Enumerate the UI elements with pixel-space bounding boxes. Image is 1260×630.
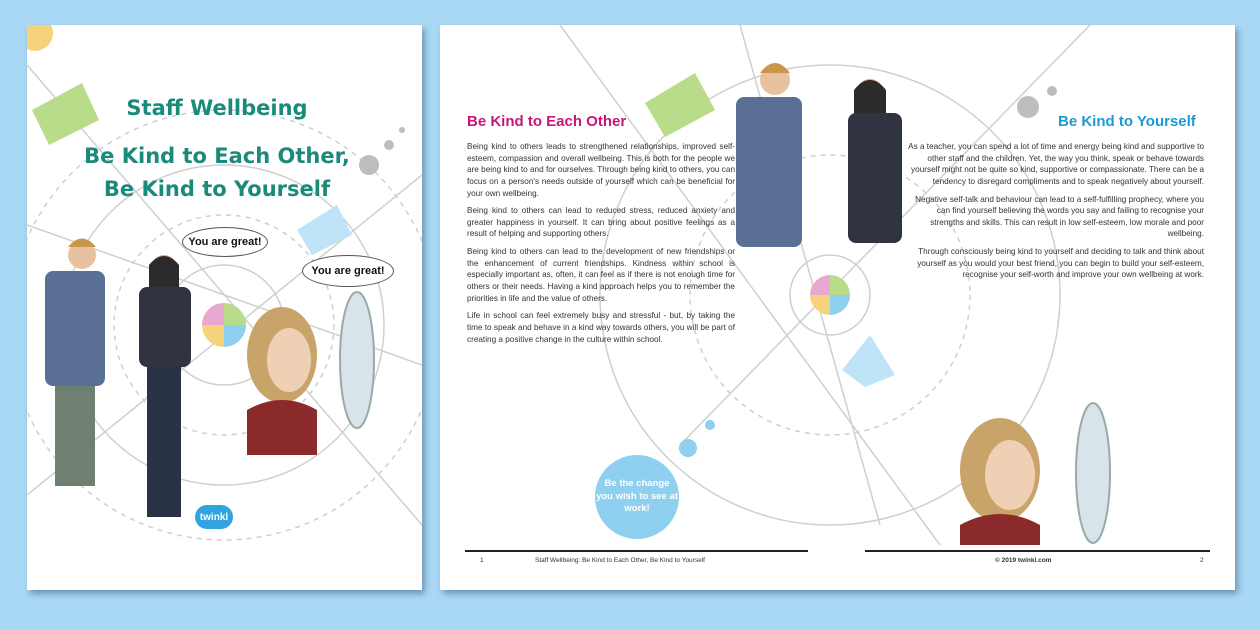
left-paragraph-3: Being kind to others can lead to the development of new friendships or the enhancement of current friendships. Kindness within school is especially important as, often, it can feel as if there is not enough time for others or their needs. Having a kind approach helps you to remember the priorities in life and the value of others. [467,247,735,303]
callout-circle: Be the change you wish to see at work! [595,455,679,539]
right-heading: Be Kind to Yourself [1058,113,1196,130]
inner-spread [440,25,1235,590]
blue-accent-shape [842,335,895,387]
right-paragraph-2: Negative self-talk and behaviour can lead to a self-fulfilling prophecy, where you can find yourself believing the words you say and failing to recognise your strengths and skills. This can result in low self-esteem, low morale and poor wellbeing. [915,194,1204,239]
footer-rule-right [865,550,1210,552]
cover-title-line-3: Be Kind to Yourself [103,177,331,201]
page-number-right: 2 [1200,557,1204,564]
mirror-illustration [340,292,374,428]
twinkl-logo: twinkl [195,505,233,529]
footer-title: Staff Wellbeing: Be Kind to Each Other, Be Kind to Yourself [535,557,705,564]
cover-page [27,25,422,590]
speech-bubble-1: You are great! [182,227,268,257]
left-paragraph-4: Life in school can feel extremely busy and stressful - but, by taking the time to speak and behave in a kind way towards others, you will be part of creating a positive change in the culture within school. [467,311,735,344]
left-body-text [467,141,735,351]
cover-title-line-1: Staff Wellbeing [126,96,308,120]
left-paragraph-2: Being kind to others can lead to reduced stress, reduced anxiety and greater happiness in yourself. It can bring about positive feelings as a result of helping and supporting others. [467,206,735,239]
left-heading: Be Kind to Each Other [467,113,627,130]
right-body-text [902,141,1204,287]
cover-title-line-2: Be Kind to Each Other, [84,144,350,168]
colour-wheel-icon [202,303,246,347]
footer-rule-left [465,550,808,552]
page-number-left: 1 [480,557,484,564]
colleagues-illustration [736,63,902,247]
speech-bubble-2: You are great! [302,255,394,287]
blue-accent-shape [297,205,352,255]
right-paragraph-1: As a teacher, you can spend a lot of time and energy being kind and supportive to other staff and the children. Yet, the way you think, speak or behave towards yourself might not be quite so kind, supportive or compassionate. There can be a tendency to disregard compliments and to speak negatively about yourself. [908,142,1204,186]
footer-copyright: © 2019 twinkl.com [995,557,1052,564]
woman-profile-illustration [960,418,1040,545]
colour-wheel-icon [810,275,850,315]
woman-illustration [139,255,191,517]
green-accent-shape [645,73,715,137]
mirror-illustration [1076,403,1110,543]
right-paragraph-3: Through consciously being kind to yourself and deciding to talk and think about yourself as you would your best friend, you can begin to build your self-esteem, recognise your self-worth and improve your own wellbeing at work. [917,247,1204,280]
woman-profile-illustration [247,307,317,455]
left-paragraph-1: Being kind to others leads to strengthened relationships, improved self-esteem, compassion and overall wellbeing. This is both for the people we are being kind to and for ourselves. Through being kind to others, you can focus on a person's needs outside of yourself which can be beneficial for your own wellbeing. [467,142,735,198]
man-illustration [45,239,105,487]
